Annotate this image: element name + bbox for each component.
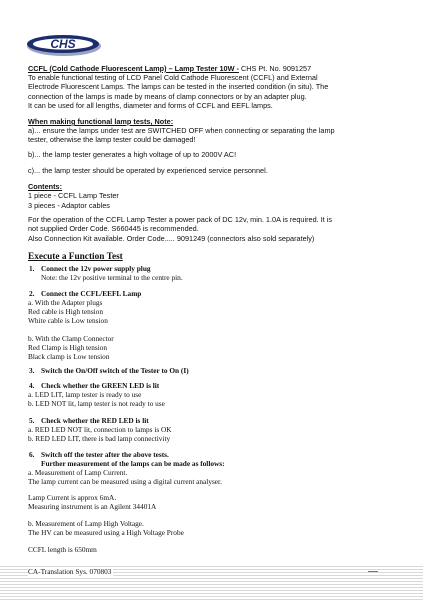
- note-b: b)... the lamp tester generates a high voltage of up to 2000V AC!: [28, 150, 237, 159]
- operation-paragraph: For the operation of the CCFL Lamp Tester a power pack of DC 12v, min. 1.0A is required. It is not supplied Order Code. S660445 is recommended. Also Connection Kit available. Order Code..... 9091249 (connectors also sold separately): [28, 215, 333, 243]
- note-c: c)... the lamp tester should be operated by experienced service personnel.: [28, 166, 268, 175]
- step-3: 3. Switch the On/Off switch of the Tester to On (I): [29, 366, 189, 375]
- step-title: Check whether the RED LED is lit: [41, 416, 149, 425]
- step-subtitle: Further measurement of the lamps can be made as follows:: [41, 459, 225, 468]
- contents-item: 3 pieces - Adaptor cables: [28, 200, 110, 210]
- step-2b: b. With the Clamp Connector Red Clamp is High tension Black clamp is Low tension: [28, 334, 114, 361]
- step-6-length: CCFL length is 650mm: [28, 545, 97, 554]
- step-title: Switch off the tester after the above tests.: [41, 450, 169, 459]
- contents-section: [28, 182, 400, 210]
- footer-dash: [368, 571, 378, 572]
- step-5: 5. Check whether the RED LED is lit a. RED LED NOT lit, connection to lamps is OK b. RED LED LIT, there is bad lamp connectivity: [28, 416, 172, 443]
- step-4: 4. Check whether the GREEN LED is lit a. LED LIT, lamp tester is ready to use b. LED NOT lit, lamp tester is not ready to use: [28, 381, 165, 408]
- contents-heading: Contents:: [28, 182, 63, 191]
- note-a: a)... ensure the lamps under test are SWITCHED OFF when connecting or separating the lamp tester, otherwise the lamp tester could be damaged!: [28, 126, 335, 145]
- contents-item: 1 piece - CCFL Lamp Tester: [28, 191, 119, 201]
- step-6-voltage: b. Measurement of Lamp High Voltage. The HV can be measured using a High Voltage Probe: [28, 519, 184, 537]
- notes-heading: When making functional lamp tests, Note:: [28, 117, 174, 126]
- step-title: Connect the 12v power supply plug: [41, 264, 151, 273]
- step-6: 6. Switch off the tester after the above tests. Further measurement of the lamps can be made as follows: a. Measurement of Lamp Current. The lamp current can be measured using a digital current analyser.: [28, 450, 400, 486]
- step-title: Connect the CCFL/EEFL Lamp: [41, 289, 142, 298]
- product-title: CCFL (Cold Cathode Fluorescent Lamp) – Lamp Tester 10W -: [28, 64, 239, 73]
- step-title: Switch the On/Off switch of the Tester to On (I): [41, 366, 189, 375]
- chs-logo: [24, 29, 102, 59]
- execute-heading: Execute a Function Test: [28, 252, 123, 262]
- step-1: 1. Connect the 12v power supply plug Note: the 12v positive terminal to the centre pin.: [29, 264, 183, 282]
- title-block: [28, 64, 400, 73]
- intro-paragraph: To enable functional testing of LCD Panel Cold Cathode Fluorescent (CCFL) and External Electrode Fluorescent Lamps. The lamps can be tested in the inserted condition (in situ). The connection of the lamps is made by means of clamp connectors or by an adapter plug. It can be used for all lengths, diameter and forms of CCFL and EEFL lamps.: [28, 73, 329, 110]
- step-title: Check whether the GREEN LED is lit: [41, 381, 160, 390]
- footer-text: CA-Translation Sys. 070803: [28, 567, 112, 576]
- step-6-current: Lamp Current is approx 6mA. Measuring instrument is an Agilent 34401A: [28, 493, 157, 511]
- part-number: CHS Pt. No. 9091257: [238, 64, 312, 73]
- logo-text: CHS: [50, 37, 76, 51]
- step-2: 2. Connect the CCFL/EEFL Lamp a. With the Adapter plugs Red cable is High tension White cable is Low tension: [28, 289, 142, 325]
